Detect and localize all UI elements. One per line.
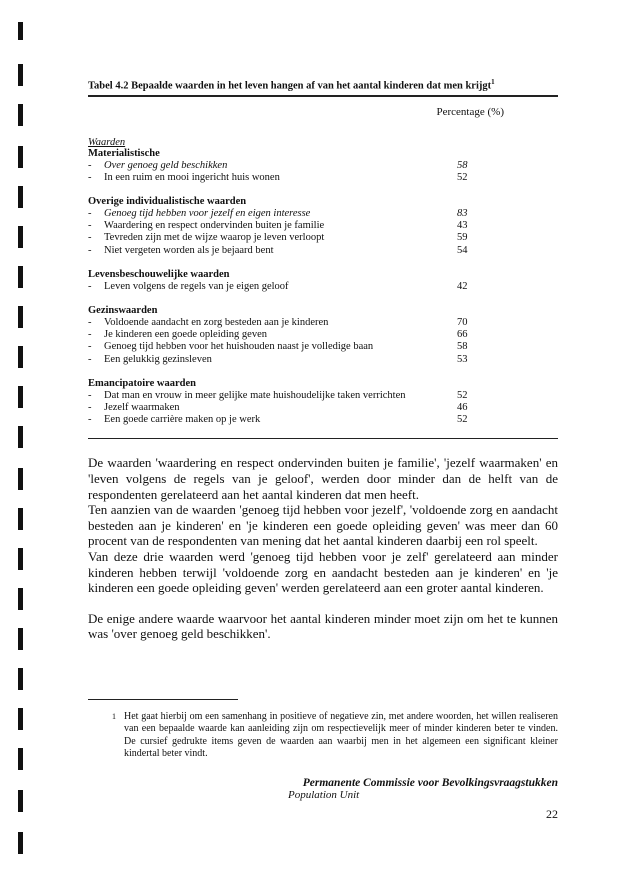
row-label: Over genoeg geld beschikken — [104, 159, 228, 171]
binder-mark — [18, 346, 23, 368]
row-value: 58 — [457, 159, 468, 171]
row-value: 70 — [457, 316, 468, 328]
body-paragraph-4: De enige andere waarde waarvoor het aantal kinderen minder moet zijn om het te kunnen was 'over genoeg geld beschikken'. — [88, 610, 558, 642]
row-value: 83 — [457, 207, 468, 219]
table-group — [88, 378, 558, 427]
row-value: 52 — [457, 414, 468, 426]
values-header: Waarden — [88, 136, 126, 148]
row-value: 46 — [457, 401, 468, 413]
row-value: 43 — [457, 220, 468, 232]
row-label: Waardering en respect ondervinden buiten je familie — [104, 220, 325, 232]
group-title: Gezinswaarden — [88, 304, 158, 316]
binder-mark — [18, 832, 23, 854]
table-row — [88, 414, 558, 426]
percentage-header: Percentage (%) — [436, 105, 504, 118]
row-dash: - — [88, 232, 92, 244]
table-row — [88, 354, 558, 366]
row-label: Genoeg tijd hebben voor jezelf en eigen interesse — [104, 207, 311, 219]
table-row — [88, 281, 558, 293]
binder-mark — [18, 708, 23, 730]
row-label: Een goede carrière maken op je werk — [104, 414, 261, 426]
binder-mark — [18, 790, 23, 812]
page-number: 22 — [546, 806, 558, 821]
footer-unit: Population Unit — [288, 788, 360, 801]
row-dash: - — [88, 159, 92, 171]
row-dash: - — [88, 207, 92, 219]
group-title: Overige individualistische waarden — [88, 195, 247, 207]
table-group — [88, 148, 558, 184]
row-label: Je kinderen een goede opleiding geven — [104, 329, 267, 341]
footnote-text: Het gaat hierbij om een samenhang in positieve of negatieve zin, met andere woorden, het willen realiseren van een bepaalde waarde kan aanleiding zijn om respectievelijk meer of minder kinderen beter te vinden. De cursief gedrukte items geven de waarden aan waarbij men in het algemeen een significant kleiner kindertal beter vindt. — [124, 710, 558, 760]
footnote-rule — [88, 699, 238, 700]
binder-mark — [18, 146, 23, 168]
table-row — [88, 402, 558, 414]
table-groups — [88, 148, 558, 427]
row-dash: - — [88, 414, 92, 426]
row-dash: - — [88, 220, 92, 232]
row-dash: - — [88, 280, 92, 292]
row-label: Leven volgens de regels van je eigen geloof — [104, 280, 289, 292]
binder-mark — [18, 306, 23, 328]
binder-mark — [18, 426, 23, 448]
table-row — [88, 245, 558, 257]
row-dash: - — [88, 341, 92, 353]
row-dash: - — [88, 401, 92, 413]
footnote-number: 1 — [112, 711, 116, 721]
row-dash: - — [88, 389, 92, 401]
binder-mark — [18, 266, 23, 288]
row-label: Tevreden zijn met de wijze waarop je leven verloopt — [104, 232, 325, 244]
row-dash: - — [88, 171, 92, 183]
table-row — [88, 341, 558, 353]
row-value: 58 — [457, 341, 468, 353]
row-dash: - — [88, 244, 92, 256]
row-value: 52 — [457, 389, 468, 401]
binder-mark — [18, 628, 23, 650]
group-title: Materialistische — [88, 147, 160, 159]
row-value: 53 — [457, 353, 468, 365]
table-group — [88, 269, 558, 293]
binder-mark — [18, 22, 23, 40]
footnote-ref: 1 — [491, 78, 495, 86]
body-paragraph-1: De waarden 'waardering en respect ondervinden buiten je familie', 'jezelf waarmaken' en 'leven volgens de regels van je geloof', werden door minder dan de helft van de respondenten gerelateerd aan het aantal kinderen dat men heeft. — [88, 455, 558, 502]
binder-mark — [18, 588, 23, 610]
binder-mark — [18, 104, 23, 126]
footnote — [88, 711, 558, 761]
row-value: 54 — [457, 244, 468, 256]
table-row — [88, 317, 558, 329]
body-paragraph-2: Ten aanzien van de waarden 'genoeg tijd hebben voor jezelf', 'voldoende zorg en aandacht besteden aan je kinderen' en 'je kinderen een goede opleiding geven' was meer dan 60 procent van de respondenten van mening dat het aantal kinderen daarbij een rol speelt. — [88, 502, 558, 549]
binder-mark — [18, 186, 23, 208]
binder-mark — [18, 468, 23, 490]
binder-mark — [18, 748, 23, 770]
table-group — [88, 305, 558, 366]
table-row — [88, 390, 558, 402]
row-label: Jezelf waarmaken — [104, 401, 180, 413]
row-label: Niet vergeten worden als je bejaard bent — [104, 244, 274, 256]
footer-organization: Permanente Commissie voor Bevolkingsvraagstukken — [302, 776, 558, 789]
table-row — [88, 172, 558, 184]
group-title: Levensbeschouwelijke waarden — [88, 268, 230, 280]
table-row — [88, 160, 558, 172]
row-value: 42 — [457, 280, 468, 292]
row-label: Voldoende aandacht en zorg besteden aan je kinderen — [104, 316, 329, 328]
row-label: Genoeg tijd hebben voor het huishouden naast je volledige baan — [104, 341, 374, 353]
table-row — [88, 220, 558, 232]
table-top-rule — [88, 95, 558, 97]
table-row — [88, 232, 558, 244]
row-label: Dat man en vrouw in meer gelijke mate huishoudelijke taken verrichten — [104, 389, 406, 401]
binder-mark — [18, 64, 23, 86]
table-title — [88, 78, 558, 92]
group-title: Emancipatoire waarden — [88, 377, 197, 389]
table-row — [88, 208, 558, 220]
binder-mark — [18, 386, 23, 408]
row-value: 52 — [457, 171, 468, 183]
row-value: 66 — [457, 329, 468, 341]
table-title-text: Tabel 4.2 Bepaalde waarden in het leven hangen af van het aantal kinderen dat men krijgt — [88, 80, 492, 92]
table-group — [88, 196, 558, 257]
row-label: In een ruim en mooi ingericht huis wonen — [104, 171, 280, 183]
binder-mark — [18, 226, 23, 248]
row-dash: - — [88, 353, 92, 365]
row-dash: - — [88, 316, 92, 328]
binder-mark — [18, 668, 23, 690]
binder-mark — [18, 508, 23, 530]
row-value: 59 — [457, 232, 468, 244]
table-row — [88, 329, 558, 341]
document-page — [88, 78, 558, 822]
body-paragraph-3: Van deze drie waarden werd 'genoeg tijd hebben voor je zelf' gerelateerd aan minder kinderen hebben terwijl 'voldoende zorg en aandacht besteden aan je kinderen' en 'je kinderen een goede opleiding geven' werden gerelateerd aan een groter aantal kinderen. — [88, 548, 558, 596]
row-label: Een gelukkig gezinsleven — [104, 353, 212, 365]
binder-mark — [18, 548, 23, 570]
row-dash: - — [88, 329, 92, 341]
